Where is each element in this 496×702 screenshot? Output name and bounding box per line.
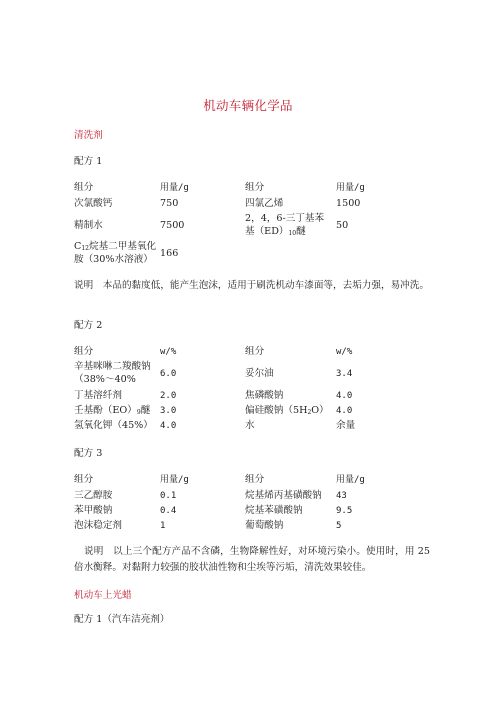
table-header-cell: 组分 [245, 182, 265, 193]
table-cell: 胺（30%水溶液） [74, 254, 153, 265]
table-cell: 壬基酚$(EO)_9$醚 [74, 405, 151, 416]
table-cell: 苯甲酸钠 [74, 505, 113, 516]
table-cell: 1500 [336, 198, 361, 209]
section-heading-car-wax: 机动车上光蜡 [74, 590, 132, 601]
formula-2-label: 配方 2 [74, 320, 103, 331]
table-cell: 4.0 [336, 406, 353, 416]
table-header-cell: 组分 [74, 474, 94, 485]
section-heading-cleaner: 清洗剂 [74, 130, 103, 141]
page-title: 机动车辆化学品 [203, 98, 293, 113]
table-cell: 三乙醇胺 [74, 490, 113, 501]
table-cell: 4.0 [336, 391, 353, 401]
table-cell: 43 [336, 491, 347, 501]
table-header-cell: 组分 [245, 474, 265, 485]
table-cell: 烷基苯磺酸钠 [245, 505, 303, 516]
table-header-cell: 组分 [74, 346, 94, 357]
wax-formula-1-label: 配方 1（汽车洁亮剂） [74, 614, 170, 625]
table-header-cell: 用量/g [336, 475, 365, 485]
table-header-cell: 组分 [245, 346, 265, 357]
table-cell: 四氯乙烯 [245, 198, 284, 209]
table-cell: 4.0 [160, 421, 177, 431]
table-cell: 偏硅酸钠$(5H_2O)$ [245, 405, 329, 416]
table-cell: 0.1 [160, 491, 177, 501]
table-cell: 葡萄酸钠 [245, 520, 284, 531]
table-cell: 基$(ED)_{10}$醚 [245, 226, 306, 237]
table-cell: 精制水 [74, 220, 103, 231]
table-cell: 6.0 [160, 369, 177, 379]
table-cell: 焦磷酸钠 [245, 390, 284, 401]
table-cell: 7500 [160, 220, 185, 231]
table-cell: 次氯酸钙 [74, 198, 113, 209]
table-header-cell: 用量/g [336, 183, 365, 193]
table-header-cell: 组分 [74, 182, 94, 193]
table-cell: 5 [336, 521, 342, 531]
table-cell: 3.0 [160, 406, 177, 416]
table-cell: 烷基烯丙基磺酸钠 [245, 490, 322, 501]
table-cell: 辛基咪啉二羧酸钠 [74, 361, 151, 372]
table-cell: 2，4，6-三丁基苯 [245, 213, 325, 224]
table-cell: 9.5 [336, 506, 353, 516]
table-header-cell: 用量/g [160, 183, 189, 193]
table-cell: 3.4 [336, 369, 353, 379]
table-cell: 166 [160, 248, 179, 259]
table-cell: 0.4 [160, 506, 177, 516]
formula-1-label: 配方 1 [74, 156, 103, 167]
table-cell: （38%～40% [74, 374, 136, 385]
table-cell: 妥尔油 [245, 368, 274, 379]
table-cell: 750 [160, 198, 179, 209]
table-cell: 2.0 [160, 391, 177, 401]
table-cell: 丁基溶纤剂 [74, 390, 122, 401]
table-cell: 水 [245, 420, 255, 431]
table-header-cell: 用量/g [160, 475, 189, 485]
formula-3-note: 说明 以上三个配方产品不含磷，生物降解性好，对环境污染小。使用时，用 25 倍水衡释。对黏附力较强的胶状油性物和尘埃等污垢，清洗效果较佳。 [74, 546, 430, 573]
table-cell: $C_{12}$烷基二甲基氧化 [74, 241, 157, 252]
table-cell: 泡沫稳定剂 [74, 520, 122, 531]
table-cell: 50 [336, 220, 349, 231]
table-header-cell: w/% [160, 347, 177, 357]
formula-3-label: 配方 3 [74, 448, 103, 459]
table-header-cell: w/% [336, 347, 353, 357]
table-cell: 余量 [336, 420, 356, 431]
formula-1-note: 说明 本品的黏度低，能产生泡沫，适用于刷洗机动车漆面等，去垢力强，易冲洗。 [74, 280, 429, 291]
table-cell: 氢氧化钾（45%） [74, 420, 153, 431]
table-cell: 1 [160, 521, 166, 531]
